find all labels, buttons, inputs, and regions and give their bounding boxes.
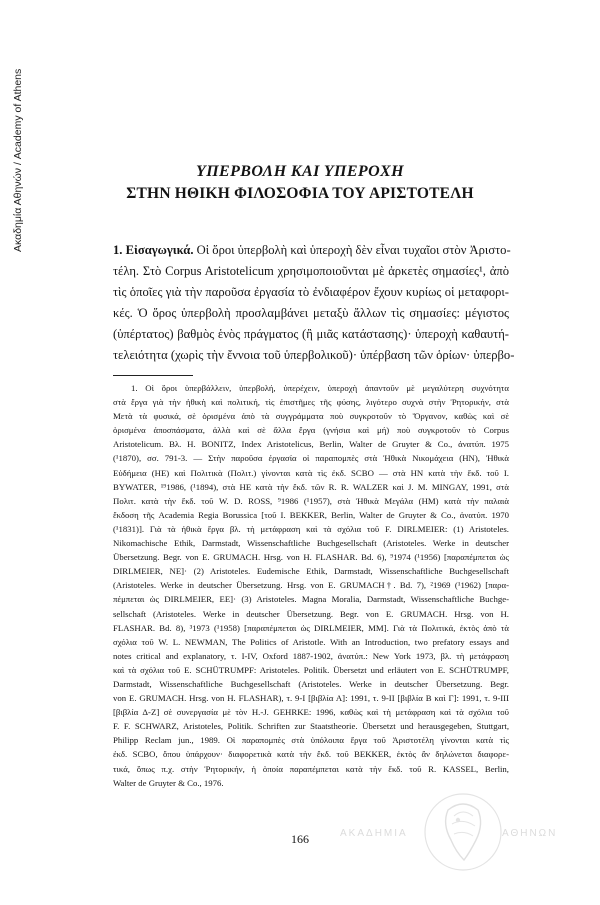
- title-line-1: ΥΠΕΡΒΟΛΗ ΚΑΙ ΥΠΕΡΟΧΗ: [196, 163, 404, 180]
- title-line-2: ΣΤΗΝ ΗΘΙΚΗ ΦΙΛΟΣΟΦΙΑ ΤΟΥ ΑΡΙΣΤΟΤΕΛΗ: [126, 185, 474, 202]
- body-line: τελειότητα (χωρὶς τὴν ἔννοια τοῦ ὑπερβολικοῦ)· ὑπέρβαση τῶν ὁρίων· ὑπερβο-: [113, 348, 515, 362]
- footnote-line: notes critical and explanatory, τ. I-IV, Oxford 1887-1902, ἀνατύπ.: New York 1973, βλ. τὴ μετάφραση: [113, 650, 509, 661]
- footnote-line: ὁρισμένα ἀποσπάσματα, ἀλλὰ καὶ σὲ ἄλλα ἔργα (γνήσια καὶ μή) ποὺ συγκροτοῦν τὸ Corpus: [113, 425, 509, 436]
- footnote-line: Nikomachische Ethik, Darmstadt, Wissenschaftliche Buchgesellschaft (Aristoteles. Werke in deutscher: [113, 538, 509, 549]
- page-number: 166: [291, 832, 309, 846]
- footnote-line: Übersetzung. Begr. von E. GRUMACH. Hrsg. von H. FLASHAR. Bd. 6), ⁹1974 (¹1956) [παραπέμπεται ὡς: [113, 552, 509, 563]
- footnote-line: 1. Οἱ ὅροι ὑπερβάλλειν, ὑπερβολή, ὑπερέχειν, ὑπεροχὴ ἀπαντοῦν μὲ μεγαλύτερη συχνότητα: [131, 383, 509, 393]
- footnote-line: ἔκδοση τῆς Academia Regia Borussica [τοῦ I. BEKKER, Berlin, Walter de Gruyter & Co., ἀνατύπ. 1970: [113, 509, 509, 520]
- footnote-line: στὰ ἔργα γιὰ τὴν ἠθικὴ καὶ πολιτική, τὶς ἐπιστῆμες τῆς φύσης, λιγότερο συχνὰ στὴν Ῥητορικήν, στὰ: [113, 397, 509, 408]
- footnote-line: (¹1870), σσ. 791-3. — Στὴν παροῦσα ἐργασία οἱ παραπομπὲς στὰ Ἠθικὰ Νικομάχεια (ΗΝ), Ἠθικὰ: [113, 453, 509, 464]
- footnote: [113, 381, 509, 790]
- footnote-line: Walter de Gruyter & Co., 1976.: [113, 777, 224, 788]
- footnote-rule: [113, 375, 193, 376]
- footnote-line: τικά, ὅπως π.χ. στὴν Ῥητορικήν, ἡ ὁποία παραπέμπεται κατὰ τὴν ἔκδ. τοῦ R. KASSEL, Berlin,: [113, 763, 509, 774]
- section-heading: 1. Εἰσαγωγικά.: [113, 243, 194, 257]
- footnote-line: sellschaft (Aristoteles. Werke in deutscher Übersetzung. Begr. von E. GRUMACH. Hrsg. von H.: [113, 608, 509, 619]
- footnote-line: [βιβλία Δ-Ζ] σὲ συνεργασία μὲ τὸν H.-J. GEHRKE: 1996, καθὼς καὶ τὴ μετάφραση καὶ τὰ σχόλια τοῦ: [113, 707, 509, 718]
- academy-watermark: [340, 790, 590, 875]
- body-line: τέλη. Στὸ Corpus Aristotelicum χρησιμοποιοῦνται μὲ ἀρκετὲς σημασίες¹, ἀπὸ: [113, 264, 509, 278]
- footnote-line: (Aristoteles. Werke in deutscher Übersetzung. Hrsg. von E. GRUMACH†. Bd. 7), ²1969 (¹1962) [παρα-: [113, 580, 509, 591]
- body-line-text: Οἱ ὅροι ὑπερβολὴ καὶ ὑπεροχὴ δὲν εἶναι τυχαῖοι στὸν Ἀριστο-: [196, 243, 511, 257]
- footnote-line: FLASHAR. Bd. 8), ³1973 (¹1958) [παραπέμπεται ὡς DIRLMEIER, MM]. Γιὰ τὰ Πολιτικά, ἐκτὸς ἀπὸ τὰ: [113, 622, 509, 633]
- footnote-line: Πολιτ. κατὰ τὴν ἔκδ. τοῦ W. D. ROSS, ⁹1986 (¹1957), στὰ Ἠθικὰ Μεγάλα (ΗΜ) κατὰ τὴν παλαιὰ: [113, 495, 509, 506]
- watermark-text-right: ΑΘΗΝΩΝ: [502, 828, 558, 839]
- body-line: [113, 240, 509, 261]
- footnote-line: Darmstadt, Wissenschaftliche Buchgesellschaft (Aristoteles. Werke in deutscher Übersetzung. Begr.: [113, 678, 509, 689]
- footnote-line: Philipp Reclam jun., 1989. Οἱ παραπομπὲς στὰ ὑπόλοιπα ἔργα τοῦ Ἀριστοτέλη γίνονται κατὰ τὶς: [113, 735, 509, 746]
- footnote-line: (¹1831)]. Γιὰ τὰ ἠθικὰ ἔργα βλ. τὴ μετάφραση καὶ τὰ σχόλια τοῦ F. DIRLMEIER: (1) Aristoteles.: [113, 523, 509, 534]
- footnote-line: ἐκδ. SCBO, ὅπου ὑπάρχουν· διαφορετικὰ κατὰ τὴν ἔκδ. τοῦ BEKKER, ἐκτὸς ἂν δηλώνεται διαφορε-: [113, 749, 509, 760]
- title-block: [90, 162, 510, 204]
- footnote-line: DIRLMEIER, NE]· (2) Aristoteles. Eudemische Ethik, Darmstadt, Wissenschaftliche Buchgesellschaft: [113, 566, 509, 577]
- footnote-line: σχόλια τοῦ W. L. NEWMAN, The Politics of Aristotle. With an Introduction, two prefatory essays and: [113, 636, 509, 647]
- footnote-line: von E. GRUMACH. Hrsg. von H. FLASHAR), τ. 9-I [βιβλία Α]: 1991, τ. 9-II [βιβλία Β καὶ Γ]: 1991, τ. 9-III: [113, 693, 509, 704]
- body-text: [113, 240, 515, 366]
- body-line: (ὑπέρτατος) βαθμὸς ἑνὸς πράγματος (ἢ μιᾶς κατάστασης)· ὑπεροχὴ καθαυτή-: [113, 327, 509, 341]
- footnote-line: Μετὰ τὰ φυσικά, σὲ ὁρισμένα ἀπὸ τὰ συγγράμματα ποὺ συγκροτοῦν τὸ Ὄργανον, καθὼς καὶ σὲ: [113, 411, 509, 422]
- footnote-line: Aristotelicum. Βλ. H. BONITZ, Index Aristotelicus, Berlin, Walter de Gruyter & Co., ἀνατύπ. 1975: [113, 439, 509, 450]
- academy-seal-icon: [418, 790, 508, 875]
- body-line: τὶς ὁποῖες γιὰ τὴν παροῦσα ἐργασία τὸ ἐνδιαφέρον ἔχουν κυρίως οἱ μεταφορι-: [113, 285, 509, 299]
- footnote-line: πέμπεται ὡς DIRLMEIER, EE]· (3) Aristoteles. Magna Moralia, Darmstadt, Wissenschaftliche Buchge-: [113, 594, 509, 605]
- body-line: κές. Ὁ ὅρος ὑπερβολὴ προσλαμβάνει μεταξὺ ἄλλων τὶς σημασίες: μέγιστος: [113, 306, 509, 320]
- footnote-line: F. F. SCHWARZ, Aristoteles, Politik. Schriften zur Staatstheorie. Übersetzt und herausgegeben, Stuttgart,: [113, 721, 509, 732]
- footnote-line: BYWATER, ¹⁹1986, (¹1894), στὰ ΗΕ κατὰ τὴν ἔκδ. τῶν R. R. WALZER καὶ J. M. MINGAY, 1991, στὰ: [113, 481, 509, 492]
- footnote-line: καὶ τὰ σχόλια τοῦ E. SCHÜTRUMPF: Aristoteles. Politik. Übersetzt und erläutert von E. SCHÜTRUMPF,: [113, 664, 509, 675]
- watermark-text-left: ΑΚΑΔΗΜΙΑ: [340, 828, 408, 839]
- side-label: Ακαδημία Αθηνών / Academy of Athens: [12, 68, 24, 252]
- footnote-line: Εὐδήμεια (ΗΕ) καὶ Πολιτικὰ (Πολιτ.) γίνονται κατὰ τὶς ἐκδ. SCBO — στὰ ΗΝ κατὰ τὴν ἔκδ. τοῦ I.: [113, 467, 509, 478]
